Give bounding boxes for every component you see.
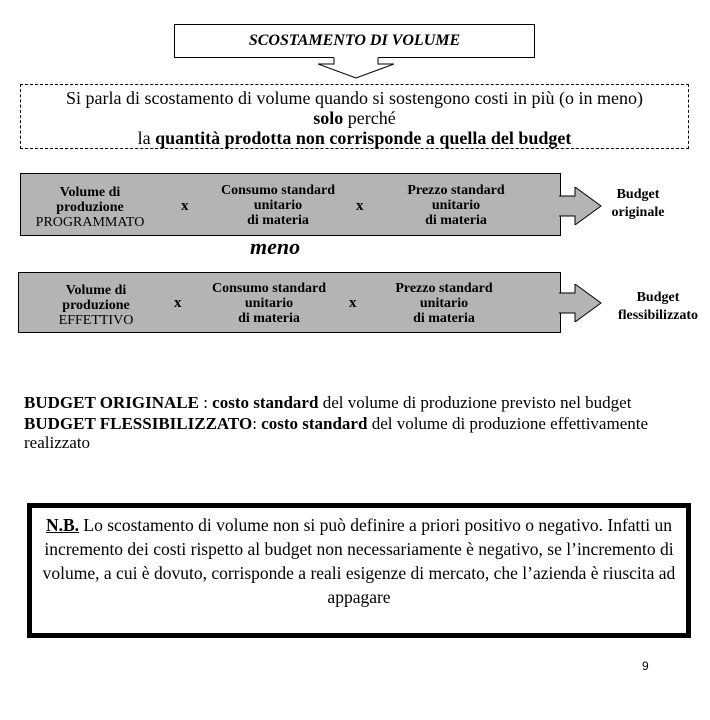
prezzo-line: di materia xyxy=(413,311,475,326)
consumo-line: di materia xyxy=(238,311,300,326)
budget-definitions xyxy=(24,393,694,454)
note-text: Lo scostamento di volume non si può definire a priori positivo o negativo. Infatti un incremento dei costi rispetto al budget non necessariamente è negativo, se l’incremento di volume, a cui è dovuto, corrisponde a reali esigenze di mercato, che l’azienda è riuscita ad appagare xyxy=(42,515,676,607)
result-line: Budget xyxy=(616,187,660,202)
consumo-cell xyxy=(189,281,349,326)
volume-line: EFFETTIVO xyxy=(58,313,134,328)
definition-separator: : xyxy=(198,393,213,412)
multiply-operator: x xyxy=(349,295,357,311)
definition-emphasis: costo standard xyxy=(212,393,319,412)
definition-line-3-prefix: la xyxy=(137,128,156,148)
formula-row-programmato xyxy=(20,173,561,236)
prezzo-line: unitario xyxy=(431,198,481,213)
multiply-operator: x xyxy=(181,198,189,214)
definition-text: del volume di produzione previsto nel budget xyxy=(318,393,632,412)
minus-separator: meno xyxy=(250,234,301,259)
prezzo-cell xyxy=(381,183,531,228)
consumo-line: di materia xyxy=(247,213,309,228)
multiply-operator: x xyxy=(174,295,182,311)
consumo-line: Consumo standard xyxy=(212,281,326,296)
definition-line-3 xyxy=(21,128,688,148)
definition-term: BUDGET ORIGINALE xyxy=(24,393,199,412)
definition-box xyxy=(20,84,689,149)
volume-cell xyxy=(31,283,161,328)
volume-line: produzione xyxy=(56,200,124,215)
result-line: flessibilizzato xyxy=(617,308,699,323)
prezzo-line: di materia xyxy=(425,213,487,228)
definition-term: BUDGET FLESSIBILIZZATO xyxy=(24,414,253,433)
volume-cell xyxy=(25,185,155,230)
definition-emphasis: costo standard xyxy=(261,414,368,433)
right-arrow-icon xyxy=(559,187,603,225)
volume-line: produzione xyxy=(62,298,130,313)
result-budget-originale xyxy=(598,186,678,222)
definition-text: del volume di produzione effettivamente realizzato xyxy=(24,414,649,452)
definition-separator: : xyxy=(252,414,262,433)
definition-line-3-bold: quantità prodotta non corrisponde a quella del budget xyxy=(155,128,572,148)
prezzo-cell xyxy=(369,281,519,326)
definition-line-1: Si parla di scostamento di volume quando si sostengono costi in più (o in meno) xyxy=(66,88,643,108)
down-arrow-icon xyxy=(318,57,394,79)
definition-budget-originale xyxy=(24,393,694,412)
multiply-operator: x xyxy=(356,198,364,214)
result-budget-flessibilizzato xyxy=(608,289,708,325)
right-arrow-icon xyxy=(559,284,603,322)
consumo-line: unitario xyxy=(253,198,303,213)
prezzo-line: Prezzo standard xyxy=(407,183,505,198)
consumo-cell xyxy=(203,183,353,228)
definition-line-2-rest: perché xyxy=(343,108,396,128)
volume-line: Volume di xyxy=(59,185,121,200)
consumo-line: unitario xyxy=(244,296,294,311)
definition-emphasis: solo xyxy=(313,108,344,128)
consumo-line: Consumo standard xyxy=(221,183,335,198)
volume-line: Volume di xyxy=(65,283,127,298)
note-box xyxy=(27,503,691,638)
result-line: Budget xyxy=(636,290,680,305)
page-title xyxy=(174,24,535,58)
prezzo-line: Prezzo standard xyxy=(395,281,493,296)
prezzo-line: unitario xyxy=(419,296,469,311)
volume-line: PROGRAMMATO xyxy=(35,215,145,230)
page-title-text: SCOSTAMENTO DI VOLUME xyxy=(248,32,461,49)
result-line: originale xyxy=(611,205,665,220)
note-label: N.B. xyxy=(45,515,80,535)
page-number: 9 xyxy=(642,659,649,673)
definition-budget-flessibilizzato xyxy=(24,414,694,452)
formula-row-effettivo xyxy=(18,272,561,333)
definition-line-2 xyxy=(21,108,688,128)
